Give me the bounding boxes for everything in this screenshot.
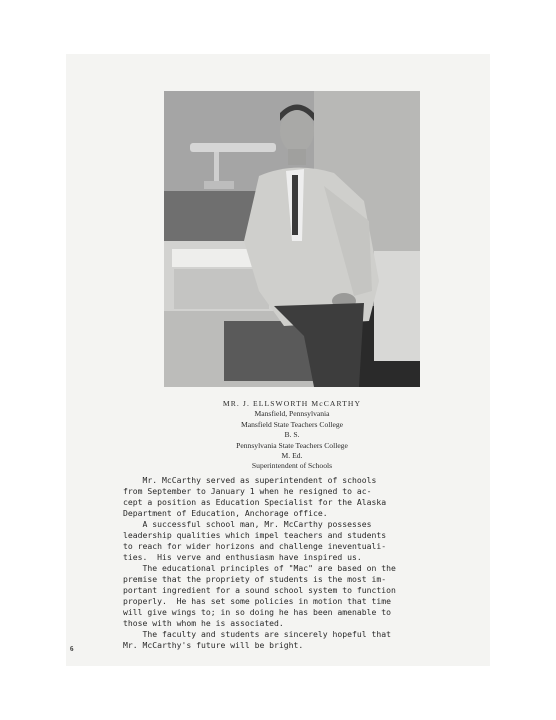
body-line: will give wings to; in so doing he has been amenable to (123, 607, 392, 617)
body-line: Department of Education, Anchorage office. (123, 508, 328, 518)
body-line: ties. His verve and enthusiasm have inspired us. (123, 552, 362, 562)
body-line: leadership qualities which impel teachers and students (123, 530, 387, 540)
college-2: Pennsylvania State Teachers College (236, 440, 348, 450)
degree-1: B. S. (284, 430, 300, 440)
person-name: MR. J. ELLSWORTH McCARTHY (222, 399, 362, 408)
biography-text (123, 475, 423, 651)
hometown: Mansfield, Pennsylvania (254, 409, 330, 419)
body-line: premise that the propriety of students is the most im- (123, 574, 387, 584)
body-line: to reach for wider horizons and challenge ineventuali- (123, 541, 387, 551)
body-line: The educational principles of "Mac" are based on the (123, 563, 396, 573)
body-line: from September to January 1 when he resigned to ac- (123, 486, 372, 496)
degree-2: M. Ed. (281, 451, 303, 461)
body-line: A successful school man, Mr. McCarthy possesses (123, 519, 372, 529)
body-line: properly. He has set some policies in motion that time (123, 596, 392, 606)
yearbook-page (66, 54, 490, 666)
body-line: The faculty and students are sincerely hopeful that (123, 629, 392, 639)
college-1: Mansfield State Teachers College (240, 419, 344, 429)
body-line: cept a position as Education Specialist for the Alaska (123, 497, 387, 507)
page-number: 6 (70, 645, 74, 653)
position-title: Superintendent of Schools (251, 461, 333, 471)
body-line: Mr. McCarthy served as superintendent of schools (123, 475, 377, 485)
portrait-caption (164, 399, 420, 472)
portrait-photo (164, 91, 420, 387)
body-line: portant ingredient for a sound school system to function (123, 585, 396, 595)
body-line: Mr. McCarthy's future will be bright. (123, 640, 304, 650)
body-line: those with whom he is associated. (123, 618, 284, 628)
portrait-illustration (164, 91, 420, 387)
